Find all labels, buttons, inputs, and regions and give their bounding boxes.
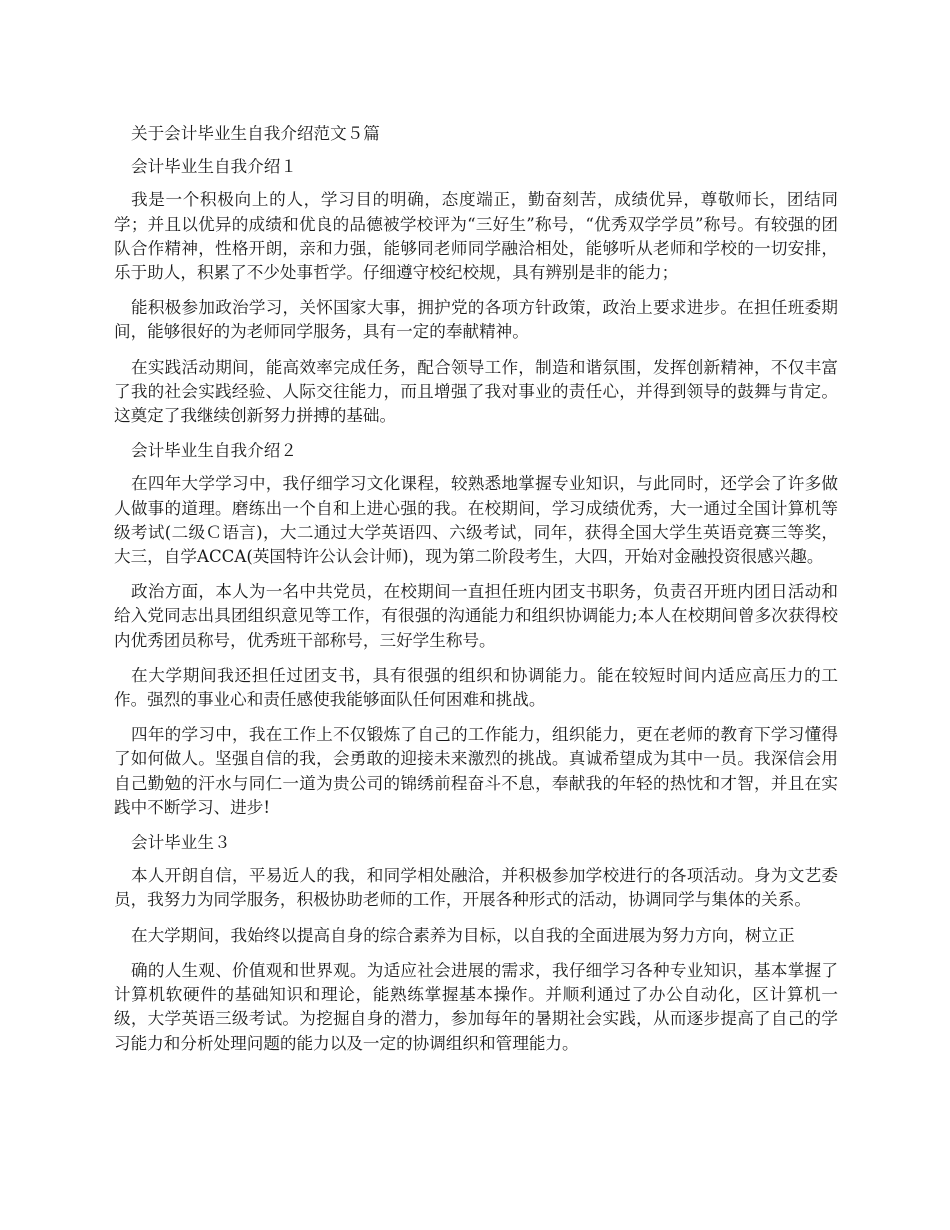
body-paragraph: 我是一个积极向上的人，学习目的明确，态度端正，勤奋刻苦，成绩优异，尊敬师长，团结同学；并且以优异的成绩和优良的品德被学校评为“三好生”称号，“优秀双学学员”称号。有较强的团队合作精神，性格开朗，亲和力强，能够同老师同学融洽相处，能够听从老师和学校的一切安排，乐于助人，积累了不少处事哲学。仔细遵守校纪校规，具有辨别是非的能力； bbox=[114, 190, 838, 283]
body-paragraph: 本人开朗自信，平易近人的我，和同学相处融洽，并积极参加学校进行的各项活动。身为文艺委员，我努力为同学服务，积极协助老师的工作，开展各种形式的活动，协调同学与集体的关系。 bbox=[114, 866, 838, 910]
body-paragraph: 在四年大学学习中，我仔细学习文化课程，较熟悉地掌握专业知识，与此同时，还学会了许多做人做事的道理。磨练出一个自和上进心强的我。在校期间，学习成绩优秀，大一通过全国计算机等级考试(二级Ｃ语言)，大二通过大学英语四、六级考试，同年，获得全国大学生英语竞赛三等奖，大三，自学ACCA(英国特许公认会计师)，现为第二阶段考生，大四，开始对金融投资很感兴趣。 bbox=[114, 474, 838, 567]
body-paragraph: 在大学期间我还担任过团支书，具有很强的组织和协调能力。能在较短时间内适应高压力的工作。强烈的事业心和责任感使我能够面队任何困难和挑战。 bbox=[114, 665, 838, 710]
body-paragraph: 确的人生观、价值观和世界观。为适应社会进展的需求，我仔细学习各种专业知识，基本掌握了计算机软硬件的基础知识和理论，能熟练掌握基本操作。并顺利通过了办公自动化，区计算机一级，大学英语三级考试。为挖掘自身的潜力，参加每年的暑期社会实践，从而逐步提高了自己的学习能力和分析处理问题的能力以及一定的协调组织和管理能力。 bbox=[114, 960, 838, 1053]
section-heading-2: 会计毕业生自我介绍２ bbox=[131, 441, 297, 461]
body-paragraph: 在实践活动期间，能高效率完成任务，配合领导工作，制造和谐氛围，发挥创新精神，不仅丰富了我的社会实践经验、人际交往能力，而且增强了我对事业的责任心，并得到领导的鼓舞与肯定。这奠定了我继续创新努力拼搏的基础。 bbox=[114, 357, 838, 426]
body-paragraph: 能积极参加政治学习，关怀国家大事，拥护党的各项方针政策，政治上要求进步。在担任班委期间，能够很好的为老师同学服务，具有一定的奉献精神。 bbox=[114, 298, 838, 342]
document-title: 关于会计毕业生自我介绍范文５篇 bbox=[131, 124, 380, 143]
body-paragraph: 在大学期间，我始终以提高自身的综合素养为目标，以自我的全面进展为努力方向，树立正 bbox=[131, 925, 795, 945]
section-heading-3: 会计毕业生３ bbox=[131, 833, 231, 853]
document-body bbox=[114, 122, 838, 1067]
section-heading-1: 会计毕业生自我介绍１ bbox=[131, 157, 297, 177]
body-paragraph: 政治方面，本人为一名中共党员，在校期间一直担任班内团支书职务，负责召开班内团日活动和给入党同志出具团组织意见等工作，有很强的沟通能力和组织协调能力;本人在校期间曾多次获得校内优秀团员称号，优秀班干部称号，三好学生称号。 bbox=[114, 582, 838, 650]
body-paragraph: 四年的学习中，我在工作上不仅锻炼了自己的工作能力，组织能力，更在老师的教育下学习懂得了如何做人。坚强自信的我，会勇敢的迎接未来激烈的挑战。真诚希望成为其中一员。我深信会用自己勤勉的汗水与同仁一道为贵公司的锦绣前程奋斗不息，奉献我的年轻的热忱和才智，并且在实践中不断学习、进步! bbox=[114, 725, 838, 817]
